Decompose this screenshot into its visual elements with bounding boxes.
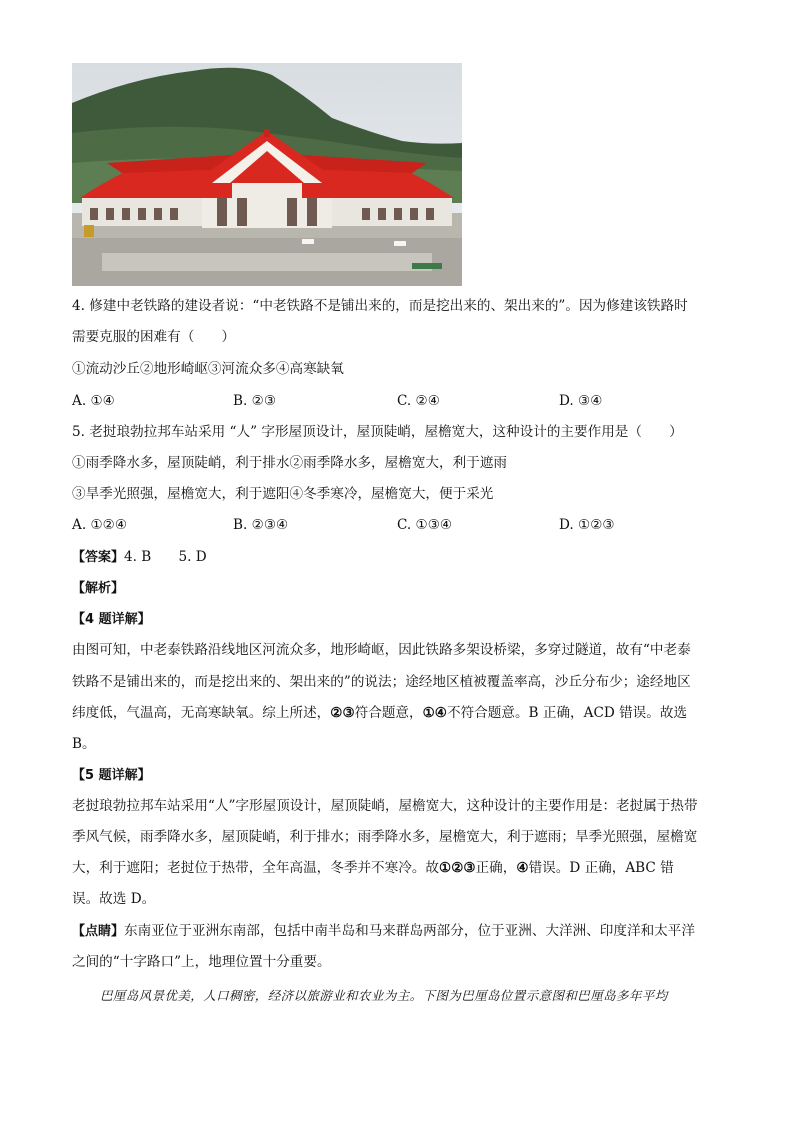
detail5-line1: 老挝琅勃拉邦车站采用“人”字形屋顶设计，屋顶陡峭，屋檐宽大，这种设计的主要作用是：老挝属于热带 — [72, 798, 698, 814]
detail5-line2: 季风气候，雨季降水多，屋顶陡峭，利于排水；雨季降水多，屋檐宽大，利于遮雨；旱季光照强，屋檐宽 — [72, 829, 698, 845]
detail5-tag-row — [72, 766, 151, 785]
detail4-line4: B。 — [72, 736, 96, 752]
detail5-line3-mid: 正确， — [475, 860, 517, 876]
q5-stem: 5. 老挝琅勃拉邦车站采用 “人” 字形屋顶设计，屋顶陡峭，屋檐宽大，这种设计的主要作用是（ ） — [72, 424, 683, 440]
detail5-wrong-items: ④ — [516, 860, 529, 876]
station-photo — [72, 63, 462, 286]
q4-option-a: A. ①④ — [72, 393, 115, 409]
detail4-line3-end: 不符合题意。B 正确，ACD 错误。故选 — [447, 705, 688, 721]
analysis-tag: 【解析】 — [72, 581, 125, 596]
detail4-line1: 由图可知，中老泰铁路沿线地区河流众多，地形崎岖，因此铁路多架设桥梁，多穿过隧道，故有“中老泰 — [72, 642, 691, 658]
q4-option-c: C. ②④ — [397, 393, 440, 409]
q5-option-d: D. ①②③ — [559, 517, 615, 533]
detail5-line3 — [72, 859, 674, 877]
q4-stem-line1: 4. 修建中老铁路的建设者说：“中老铁路不是铺出来的，而是挖出来的、架出来的”。因为修建该铁路时 — [72, 298, 688, 314]
detail4-line2: 铁路不是铺出来的，而是挖出来的、架出来的”的说法；途经地区植被覆盖率高，沙丘分布少；途经地区 — [72, 674, 691, 690]
railway-station-photo-icon — [72, 63, 462, 286]
detail4-wrong-items: ①④ — [422, 705, 447, 721]
answer-tag: 【答案】 — [72, 550, 125, 565]
detail4-tag: 【4 题详解】 — [72, 612, 151, 627]
detail5-line3-start: 大，利于遮阳；老挝位于热带，全年高温，冬季并不寒冷。故 — [72, 860, 440, 876]
next-question-intro: 巴厘岛风景优美，人口稠密，经济以旅游业和农业为主。下图为巴厘岛位置示意图和巴厘岛多年平均 — [100, 988, 668, 1003]
detail4-tag-row — [72, 610, 151, 629]
q4-stem-line2: 需要克服的困难有（ ） — [72, 329, 236, 345]
detail4-line3-start: 纬度低，气温高，无高寒缺氧。综上所述， — [72, 705, 331, 721]
tip-line1: 东南亚位于亚洲东南部，包括中南半岛和马来群岛两部分，位于亚洲、大洋洲、印度洋和太平洋 — [124, 923, 695, 939]
answer-text: 4. B 5. D — [124, 549, 207, 565]
detail4-line3 — [72, 704, 687, 722]
detail5-tag: 【5 题详解】 — [72, 768, 151, 783]
detail4-correct-items: ②③ — [330, 705, 355, 721]
answer-row — [72, 548, 207, 567]
tip-row — [72, 922, 695, 941]
q5-option-a: A. ①②④ — [72, 517, 128, 533]
q5-option-c: C. ①③④ — [397, 517, 453, 533]
q4-option-b: B. ②③ — [233, 393, 277, 409]
q5-items-line2: ③旱季光照强，屋檐宽大，利于遮阳④冬季寒冷，屋檐宽大，便于采光 — [72, 486, 494, 502]
tip-tag: 【点睛】 — [72, 924, 125, 939]
detail5-line3-end: 错误。D 正确，ABC 错 — [528, 860, 674, 876]
tip-line2: 之间的“十字路口”上，地理位置十分重要。 — [72, 954, 331, 970]
q4-items: ①流动沙丘②地形崎岖③河流众多④高寒缺氧 — [72, 361, 344, 377]
detail5-line4: 误。故选 D。 — [72, 891, 156, 907]
analysis-row — [72, 579, 124, 598]
q4-option-d: D. ③④ — [559, 393, 603, 409]
q5-items-line1: ①雨季降水多，屋顶陡峭，利于排水②雨季降水多，屋檐宽大，利于遮雨 — [72, 455, 507, 471]
q5-option-b: B. ②③④ — [233, 517, 289, 533]
detail5-correct-items: ①②③ — [439, 860, 476, 876]
detail4-line3-mid: 符合题意， — [354, 705, 423, 721]
